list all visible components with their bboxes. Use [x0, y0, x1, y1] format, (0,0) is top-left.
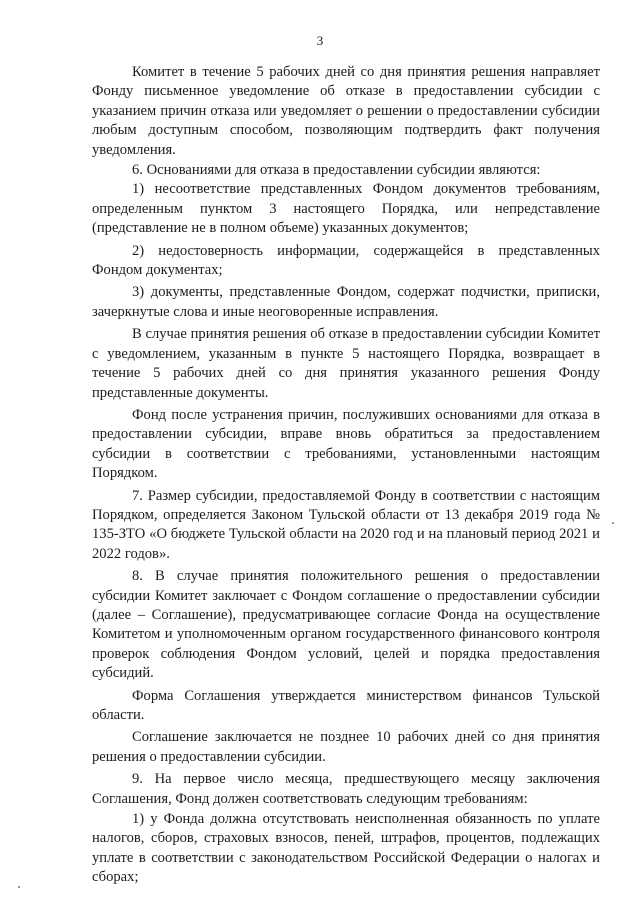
- paragraph-7-subsidy-amount: 7. Размер субсидии, предоставляемой Фонду в соответствии с настоящим Порядком, определяется Законом Тульской области от 13 декабря 2019 года № 135-ЗТО «О бюджете Тульской области на 2020 год и на плановый период 2021 и 2022 годов».: [92, 487, 600, 562]
- paragraph-committee-notification: Комитет в течение 5 рабочих дней со дня принятия решения направляет Фонду письменное уведомление об отказе в предоставлении субсидии с указанием причин отказа или уведомляет о решении о предоставлении субсидии любым доступным способом, позволяющим подтвердить факт получения уведомления.: [92, 64, 600, 158]
- paragraph-6-item-1: 1) несоответствие представленных Фондом документов требованиям, определенным пунктом 3 настоящего Порядка, или непредставление (представление не в полном объеме) указанных документов;: [92, 181, 600, 237]
- page-number: 3: [316, 33, 324, 48]
- paragraph-9-item-1: 1) у Фонда должна отсутствовать неисполненная обязанность по уплате налогов, сборов, страховых взносов, пеней, штрафов, процентов, подлежащих уплате в соответствии с законодательством Российской Федерации о налогах и сборах;: [92, 811, 600, 886]
- paragraph-6-item-2: 2) недостоверность информации, содержащейся в представленных Фондом документах;: [92, 242, 600, 279]
- scan-speck: [18, 886, 20, 888]
- paragraph-refusal-return: В случае принятия решения об отказе в предоставлении субсидии Комитет с уведомлением, указанным в пункте 5 настоящего Порядка, возвращает в течение 5 рабочих дней со дня принятия указанного решения Фонду представленные документы.: [92, 326, 600, 401]
- paragraph-reapply: Фонд после устранения причин, послуживших основаниями для отказа в предоставлении субсидии, вправе вновь обратиться за предоставлением субсидии в соответствии с требованиями, установленными настоящим Порядком.: [92, 406, 600, 482]
- paragraph-agreement-deadline: Соглашение заключается не позднее 10 рабочих дней со дня принятия решения о предоставлении субсидии.: [92, 729, 600, 765]
- paragraph-6-refusal-grounds: 6. Основаниями для отказа в предоставлении субсидии являются:: [132, 162, 541, 179]
- paragraph-6-item-3: 3) документы, представленные Фондом, содержат подчистки, приписки, зачеркнутые слова и иные неоговоренные исправления.: [92, 284, 600, 320]
- paragraph-8-agreement: 8. В случае принятия положительного решения о предоставлении субсидии Комитет заключает с Фондом соглашение о предоставлении субсидии (далее – Соглашение), предусматривающее согласие Фонда на осуществление Комитетом и уполномоченным органом государственного финансового контроля проверок соблюдения Фондом условий, целей и порядка предоставления субсидий.: [92, 568, 600, 682]
- document-body: [92, 63, 600, 888]
- paragraph-9-requirements: 9. На первое число месяца, предшествующего месяцу заключения Соглашения, Фонд должен соответствовать следующим требованиям:: [92, 771, 600, 807]
- scan-speck: [612, 522, 614, 524]
- paragraph-agreement-form: Форма Соглашения утверждается министерством финансов Тульской области.: [92, 687, 600, 723]
